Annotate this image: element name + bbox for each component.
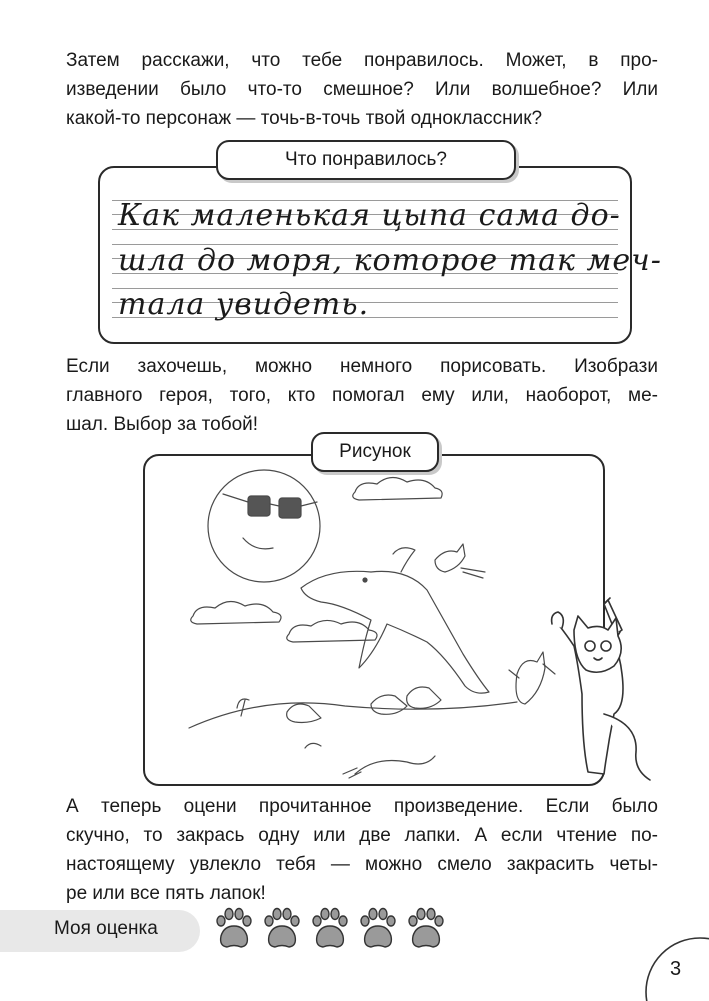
handwritten-answer-line: тала увидеть. [118,287,370,322]
rating-intro-line: настоящему увлекло тебя — можно смело закрасить четы- [66,854,658,875]
handwritten-answer-line: Как маленькая цыпа сама до- [118,198,621,233]
paw-icon[interactable] [358,906,398,950]
cat-with-pencil-illustration [548,594,658,790]
rating-label: Моя оценка [54,918,158,939]
rating-intro-line: А теперь оцени прочитанное произведение. Если было [66,796,658,817]
intro-line: изведении было что-то смешное? Или волшебное? Или [66,79,658,100]
rating-intro-line: скучно, то закрась одну или две лапки. А если чтение по- [66,825,658,846]
paw-icon[interactable] [214,906,254,950]
paw-icon[interactable] [262,906,302,950]
paw-icon[interactable] [406,906,446,950]
intro-line: Затем расскажи, что тебе понравилось. Может, в про- [66,50,658,71]
draw-intro-line: Если захочешь, можно немного порисовать. Изобрази [66,356,658,377]
intro-paragraph [66,46,658,133]
drawing-box-title-tab [311,432,439,472]
drawing-box[interactable] [143,454,605,786]
draw-intro-paragraph [66,352,658,439]
intro-line: какой-то персонаж — точь-в-точь твой одноклассник? [66,108,543,129]
draw-intro-line: шал. Выбор за тобой! [66,414,259,435]
rating-label-pill [0,910,200,952]
rating-intro-line: ре или все пять лапок! [66,883,266,904]
liked-box-title: Что понравилось? [284,149,448,170]
liked-box-title-tab [216,140,516,180]
child-drawing [145,456,603,784]
paw-icon[interactable] [310,906,350,950]
handwritten-answer-line: шла до моря, которое так меч- [118,243,662,278]
sun-drawing [208,470,320,582]
rating-intro-paragraph [66,792,658,908]
page-number: 3 [670,958,682,980]
drawing-box-title: Рисунок [339,441,411,462]
draw-intro-line: главного героя, того, кто помогал ему или, наоборот, ме- [66,385,658,406]
